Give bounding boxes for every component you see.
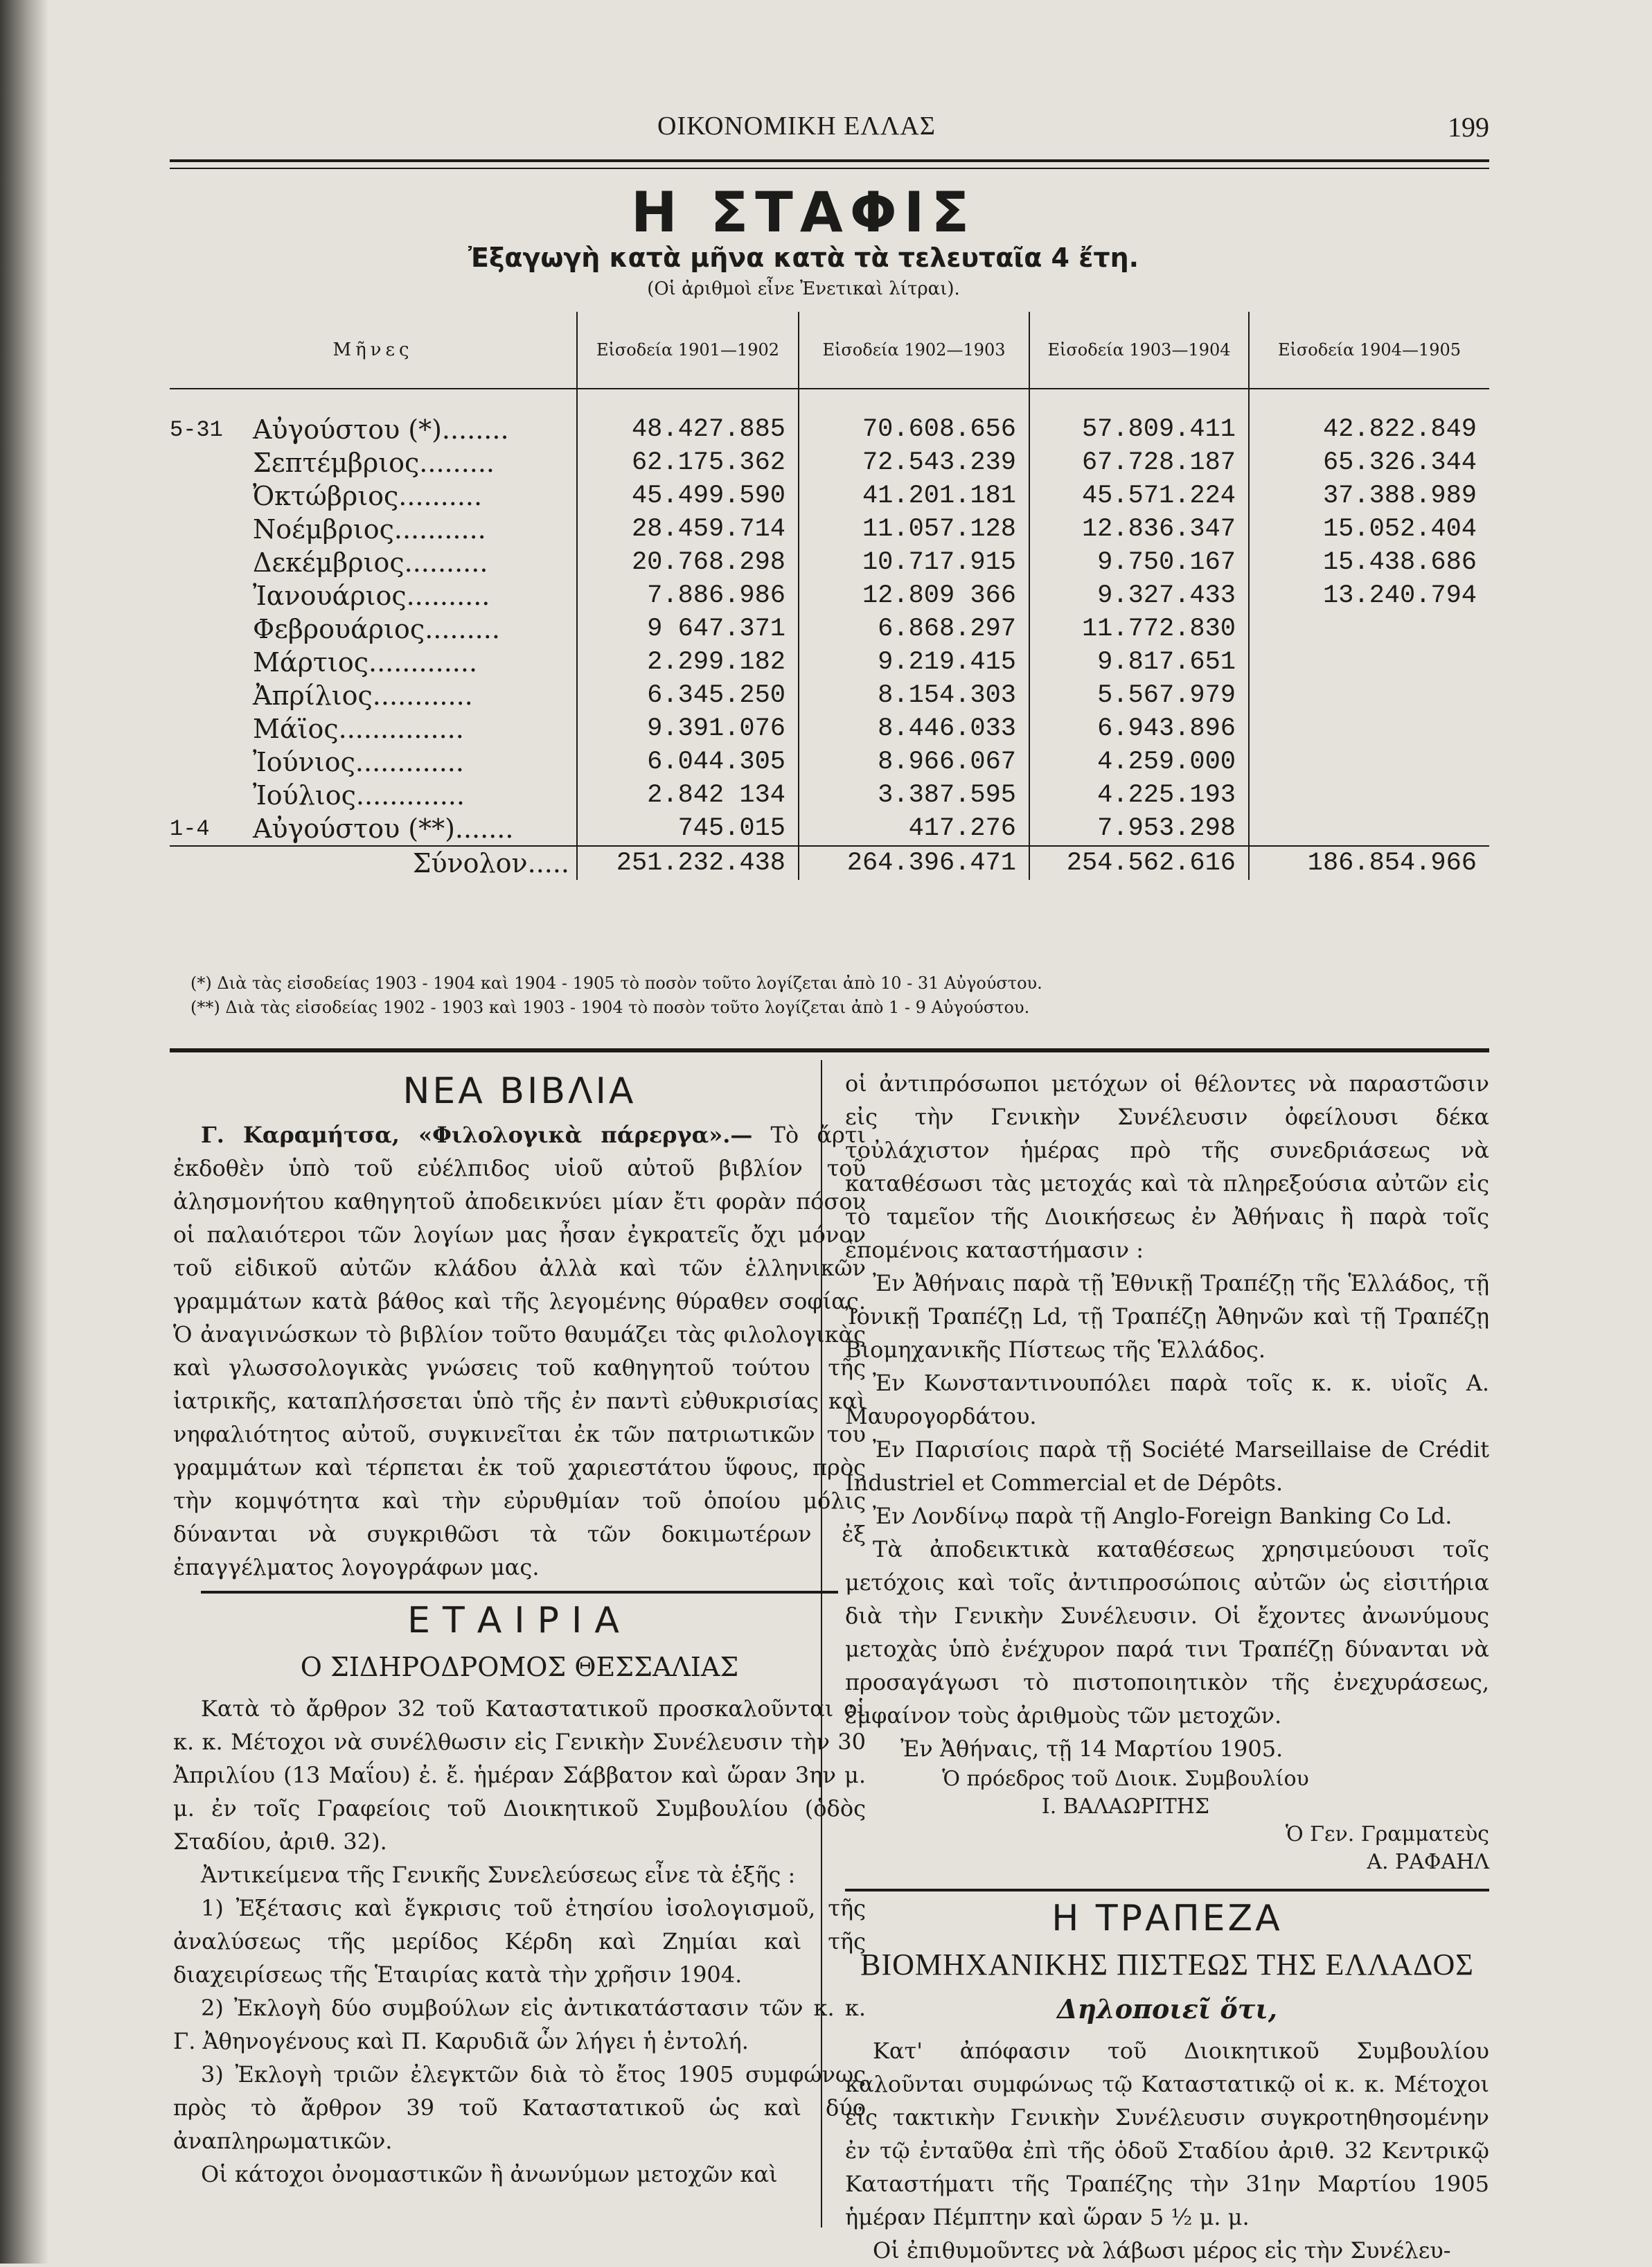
notice-paragraph: Κατὰ τὸ ἄρθρον 32 τοῦ Καταστατικοῦ προσκαλοῦνται οἱ κ. κ. Μέτοχοι νὰ συνέλθωσιν εἰς Γενικὴν Συνέλευσιν τὴν 30 Ἀπριλίου (13 Μαΐου) ἐ. ἔ. ἡμέραν Σάββατον καὶ ὥραν 3ην μ. μ. ἐν τοῖς Γραφείοις τοῦ Διοικητικοῦ Συμβουλίου (ὁδὸς Σταδίου, ἀριθ. 32).: [173, 1695, 866, 1855]
deposit-location: Ἐν Παρισίοις παρὰ τῇ Société Marseillaise de Crédit Industriel et Commercial et de Dépôts.: [845, 1436, 1489, 1496]
date-line: Ἐν Ἀθήναις, τῇ 14 Μαρτίου 1905.: [900, 1736, 1284, 1762]
row-day-range: [170, 579, 253, 612]
secretary-role: Ὁ Γεν. Γραμματεὺς: [1285, 1822, 1489, 1846]
row-value: 13.240.794: [1249, 579, 1489, 612]
row-day-range: [170, 646, 253, 679]
header-year: Εἰσοδεία 1902—1903: [799, 312, 1029, 389]
trapeza-title: Η ΤΡΑΠΕΖΑ: [1051, 1898, 1283, 1939]
total-value: 251.232.438: [577, 846, 799, 880]
trapeza-subtitle: ΒΙΟΜΗΧΑΝΙΚΗΣ ΠΙΣΤΕΩΣ ΤΗΣ ΕΛΛΑΔΟΣ: [860, 1948, 1474, 1982]
section-rule: [170, 1048, 1489, 1052]
stafis-title: Η ΣΤΑΦΙΣ: [630, 180, 977, 245]
row-month: Δεκέμβριος..........: [253, 547, 488, 578]
row-value: 6.345.250: [577, 679, 799, 712]
row-value: 15.052.404: [1249, 513, 1489, 546]
table-header-row: [170, 312, 1489, 389]
row-value: 9.219.415: [799, 646, 1029, 679]
notice-paragraph: Οἱ ἐπιθυμοῦντες νὰ λάβωσι μέρος εἰς τὴν Συνέλευ-: [873, 2237, 1451, 2264]
table-row: [170, 712, 1489, 746]
running-head: [104, 111, 1489, 152]
footnote: (**) Διὰ τὰς εἰσοδείας 1902 - 1903 καὶ 1903 - 1904 τὸ ποσὸν τοῦτο λογίζεται ἀπὸ 1 - 9 Αὐγούστου.: [190, 998, 1030, 1017]
row-value: 8.154.303: [799, 679, 1029, 712]
row-day-range: 1-4: [170, 812, 253, 846]
document-page: [104, 69, 1503, 2264]
deposit-location: Ἐν Ἀθήναις παρὰ τῇ Ἐθνικῇ Τραπέζῃ τῆς Ἑλλάδος, τῇ Ἰονικῇ Τραπέζῃ Ld, τῇ Τραπέζῃ Ἀθηνῶν καὶ τῇ Τραπέζῃ Βιομηχανικῆς Πίστεως τῆς Ἑλλάδος.: [845, 1270, 1489, 1363]
row-day-range: [170, 746, 253, 779]
row-value: 7.953.298: [1029, 812, 1249, 846]
total-value: 264.396.471: [799, 846, 1029, 880]
notice-paragraph: οἱ ἀντιπρόσωποι μετόχων οἱ θέλοντες νὰ παραστῶσιν εἰς τὴν Γενικὴν Συνέλευσιν ὀφείλουσι δέκα τοὐλάχιστον ἡμέρας πρὸ τῆς συνεδριάσεως νὰ καταθέσωσι τὰς μετοχάς καὶ τὰ πληρεξούσια αὐτῶν εἰς τὸ ταμεῖον τῆς Διοικήσεως ἐν Ἀθήναις ἢ παρὰ τοῖς ἑπομένοις καταστήμασιν :: [845, 1070, 1489, 1263]
row-value: 7.886.986: [577, 579, 799, 612]
row-value: 72.543.239: [799, 446, 1029, 479]
header-year: Εἰσοδεία 1903—1904: [1029, 312, 1249, 389]
table-body: [170, 389, 1489, 880]
row-value: 6.943.896: [1029, 712, 1249, 746]
row-month: Ἰούνιος.............: [253, 747, 464, 777]
etairia-subtitle: Ο ΣΙΔΗΡΟΔΡΟΜΟΣ ΘΕΣΣΑΛΙΑΣ: [300, 1652, 739, 1682]
row-value: 2.842 134: [577, 779, 799, 812]
row-value: 5.567.979: [1029, 679, 1249, 712]
row-value: 62.175.362: [577, 446, 799, 479]
row-month: Ἰανουάριος..........: [253, 581, 490, 611]
notice-paragraph: Κατ' ἀπόφασιν τοῦ Διοικητικοῦ Συμβουλίου καλοῦνται συμφώνως τῷ Καταστατικῷ οἱ κ. κ. Μέτοχοι εἰς τακτικὴν Γενικὴν Συνέλευσιν συγκροτηθησομένην ἐν τῷ ἐνταῦθα ἐπὶ τῆς ὁδοῦ Σταδίου ἀριθ. 32 Κεντρικῷ Καταστήματι τῆς Τραπέζης τὴν 31ην Μαρτίου 1905 ἡμέραν Πέμπτην καὶ ὥραν 5 ½ μ. μ.: [845, 2038, 1489, 2230]
running-title: ΟΙΚΟΝΟΜΙΚΗ ΕΛΛΑΣ: [657, 112, 936, 141]
row-value: [1249, 646, 1489, 679]
row-value: 8.446.033: [799, 712, 1029, 746]
total-value: 186.854.966: [1249, 846, 1489, 880]
row-day-range: [170, 712, 253, 746]
etairia-title: ΕΤΑΙΡΙΑ: [407, 1600, 632, 1641]
table-row: [170, 812, 1489, 846]
row-day-range: [170, 779, 253, 812]
row-value: 6.044.305: [577, 746, 799, 779]
table-row: [170, 546, 1489, 579]
row-month: Αὐγούστου (*)........: [253, 414, 509, 445]
row-value: 3.387.595: [799, 779, 1029, 812]
stafis-units-note: (Οἱ ἀριθμοὶ εἶνε Ἐνετικαὶ λίτραι).: [647, 279, 960, 299]
row-value: 2.299.182: [577, 646, 799, 679]
row-value: 417.276: [799, 812, 1029, 846]
section-rule: [845, 1889, 1489, 1891]
row-value: [1249, 712, 1489, 746]
deposit-location: Ἐν Κωνσταντινουπόλει παρὰ τοῖς κ. κ. υἱοῖς Α. Μαυρογορδάτου.: [845, 1370, 1489, 1429]
notice-paragraph: Ἀντικείμενα τῆς Γενικῆς Συνελεύσεως εἶνε τὰ ἑξῆς :: [201, 1862, 796, 1888]
row-day-range: [170, 612, 253, 646]
row-value: 42.822.849: [1249, 389, 1489, 446]
row-value: 12.809 366: [799, 579, 1029, 612]
scan-binding-shadow: [0, 0, 48, 2264]
total-value: 254.562.616: [1029, 846, 1249, 880]
row-value: 41.201.181: [799, 479, 1029, 513]
row-value: 9 647.371: [577, 612, 799, 646]
row-month: Αὐγούστου (**).......: [253, 812, 577, 846]
row-value: 28.459.714: [577, 513, 799, 546]
row-value: 45.499.590: [577, 479, 799, 513]
table-row: [170, 479, 1489, 513]
row-value: 57.809.411: [1029, 389, 1249, 446]
row-value: 745.015: [577, 812, 799, 846]
table-row: [170, 646, 1489, 679]
stafis-export-table: [170, 312, 1489, 880]
agenda-item: 2) Ἐκλογὴ δύο συμβούλων εἰς ἀντικατάστασιν τῶν κ. κ. Γ. Ἀθηνογένους καὶ Π. Καρυδιᾶ ὧν λήγει ἡ ἐντολή.: [173, 1995, 866, 2054]
row-value: 9.817.651: [1029, 646, 1249, 679]
row-value: 9.750.167: [1029, 546, 1249, 579]
table-row: [170, 679, 1489, 712]
table-row: [170, 746, 1489, 779]
row-day-range: [170, 479, 253, 513]
header-months: Μῆνες: [170, 312, 577, 389]
table-row: [170, 446, 1489, 479]
row-value: [1249, 779, 1489, 812]
header-year: Εἰσοδεία 1901—1902: [577, 312, 799, 389]
table-row: [170, 612, 1489, 646]
row-value: 67.728.187: [1029, 446, 1249, 479]
notice-paragraph: Οἱ κάτοχοι ὀνομαστικῶν ἢ ἀνωνύμων μετοχῶν καὶ: [201, 2161, 778, 2187]
row-value: 37.388.989: [1249, 479, 1489, 513]
agenda-item: 3) Ἐκλογὴ τριῶν ἐλεγκτῶν διὰ τὸ ἔτος 1905 συμφώνως πρὸς τὸ ἄρθρον 39 τοῦ Καταστατικοῦ ὡς καὶ δύο ἀναπληρωματικῶν.: [173, 2061, 866, 2154]
total-row: [170, 846, 1489, 880]
row-value: 20.768.298: [577, 546, 799, 579]
row-value: 9.391.076: [577, 712, 799, 746]
row-day-range: 5-31: [170, 416, 223, 443]
row-value: 11.057.128: [799, 513, 1029, 546]
table-row: [170, 389, 1489, 446]
row-value: 4.259.000: [1029, 746, 1249, 779]
header-year: Εἰσοδεία 1904—1905: [1249, 312, 1489, 389]
row-value: 4.225.193: [1029, 779, 1249, 812]
row-value: 8.966.067: [799, 746, 1029, 779]
row-day-range: [170, 546, 253, 579]
book-review-lead: Γ. Καραμήτσα, «Φιλολογικὰ πάρεργα».—: [201, 1122, 753, 1148]
table-row: [170, 579, 1489, 612]
row-value: 6.868.297: [799, 612, 1029, 646]
trapeza-declares: Δηλοποιεῖ ὅτι,: [1057, 1993, 1277, 2025]
row-value: 45.571.224: [1029, 479, 1249, 513]
row-value: 15.438.686: [1249, 546, 1489, 579]
nea-vivlia-title: ΝΕΑ ΒΙΒΛΙΑ: [402, 1070, 637, 1112]
row-month: Ὀκτώβριος..........: [253, 481, 483, 511]
left-column: [173, 1067, 866, 2191]
agenda-item: 1) Ἐξέτασις καὶ ἔγκρισις τοῦ ἐτησίου ἰσολογισμοῦ, τῆς ἀναλύσεως τῆς μερίδος Κέρδη καὶ Ζημίαι καὶ τῆς διαχειρίσεως τῆς Ἑταιρίας κατὰ τὴν χρῆσιν 1904.: [173, 1895, 866, 1988]
row-value: 11.772.830: [1029, 612, 1249, 646]
row-value: 70.608.656: [799, 389, 1029, 446]
row-month: Μάϊος...............: [253, 714, 464, 744]
footnote: (*) Διὰ τὰς εἰσοδείας 1903 - 1904 καὶ 1904 - 1905 τὸ ποσὸν τοῦτο λογίζεται ἀπὸ 10 - 31 Αὐγούστου.: [190, 973, 1042, 993]
row-day-range: [170, 679, 253, 712]
row-day-range: [170, 513, 253, 546]
section-rule: [201, 1591, 838, 1594]
row-value: 65.326.344: [1249, 446, 1489, 479]
president-name: Ι. ΒΑΛΑΩΡΙΤΗΣ: [1041, 1794, 1210, 1819]
row-value: 48.427.885: [577, 389, 799, 446]
row-value: [1249, 612, 1489, 646]
row-value: 12.836.347: [1029, 513, 1249, 546]
deposit-location: Ἐν Λονδίνῳ παρὰ τῇ Anglo-Foreign Banking Co Ld.: [873, 1503, 1453, 1529]
president-role: Ὁ πρόεδρος τοῦ Διοικ. Συμβουλίου: [942, 1767, 1309, 1791]
row-month: Ἰούλιος.............: [253, 780, 465, 811]
total-label: Σύνολον.....: [170, 846, 577, 880]
row-value: [1249, 679, 1489, 712]
page-number: 199: [1448, 112, 1489, 143]
stafis-subtitle: Ἐξαγωγὴ κατὰ μῆνα κατὰ τὰ τελευταῖα 4 ἔτη.: [468, 242, 1139, 273]
table-row: [170, 779, 1489, 812]
row-value: [1249, 746, 1489, 779]
row-month: Σεπτέμβριος.........: [253, 448, 495, 478]
notice-paragraph: Τὰ ἀποδεικτικὰ καταθέσεως χρησιμεύουσι τοῖς μετόχοις καὶ τοῖς ἀντιπροσώποις αὐτῶν ὡς εἰσιτήρια διὰ τὴν Γενικὴν Συνέλευσιν. Οἱ ἔχοντες ἀνωνύμους μετοχὰς ὑπὸ ἐνέχυρον παρά τινι Τραπέζῃ δύνανται νὰ προσαγάγωσι τὸ πιστοποιητικὸν τῆς ἐνεχυράσεως, ἐμφαίνον τοὺς ἀριθμοὺς τῶν μετοχῶν.: [845, 1536, 1489, 1729]
row-day-range: [170, 446, 253, 479]
row-month: Φεβρουάριος.........: [253, 614, 500, 644]
header-rule: [170, 159, 1489, 162]
book-review-body: Τὸ ἄρτι ἐκδοθὲν ὑπὸ τοῦ εὐέλπιδος υἱοῦ αὐτοῦ βιβλίον τοῦ ἀλησμονήτου καθηγητοῦ ἀποδεικνύει μίαν ἔτι φορὰν πόσον οἱ παλαιότεροι τῶν λογίων μας ἦσαν ἐγκρατεῖς ὄχι μόνον τοῦ εἰδικοῦ αὐτῶν κλάδου ἀλλὰ καὶ τῶν ἑλληνικῶν γραμμάτων κατὰ βάθος καὶ τῆς λεγομένης θύραθεν σοφίας. Ὁ ἀναγινώσκων τὸ βιβλίον τοῦτο θαυμάζει τὰς φιλολογικὰς καὶ γλωσσολογικὰς γνώσεις τοῦ καθηγητοῦ τούτου τῆς ἰατρικῆς, καταπλήσσεται ὑπὸ τῆς ἐν παντὶ εὐθυκρισίας καὶ νηφαλιότητος αὐτοῦ, συγκινεῖται ἐκ τῶν πατριωτικῶν του γραμμάτων καὶ τέρπεται ἐκ τοῦ χαριεστάτου ὕφους, πρὸς τὴν κομψότητα καὶ τὴν εὐρυθμίαν τοῦ ὁποίου μόλις δύνανται νὰ συγκριθῶσι τὰ τῶν δοκιμωτέρων ἐξ ἐπαγγέλματος λογογράφων μας.: [173, 1122, 866, 1580]
row-month: Μάρτιος.............: [253, 647, 478, 678]
secretary-name: Α. ΡΑΦΑΗΛ: [1367, 1850, 1489, 1874]
row-value: [1249, 812, 1489, 846]
row-value: 10.717.915: [799, 546, 1029, 579]
header-rule-thin: [170, 168, 1489, 169]
right-column: [845, 1067, 1489, 2267]
row-month: Ἀπρίλιος............: [253, 680, 473, 711]
table-row: [170, 513, 1489, 546]
row-value: 9.327.433: [1029, 579, 1249, 612]
row-month: Νοέμβριος...........: [253, 514, 486, 545]
